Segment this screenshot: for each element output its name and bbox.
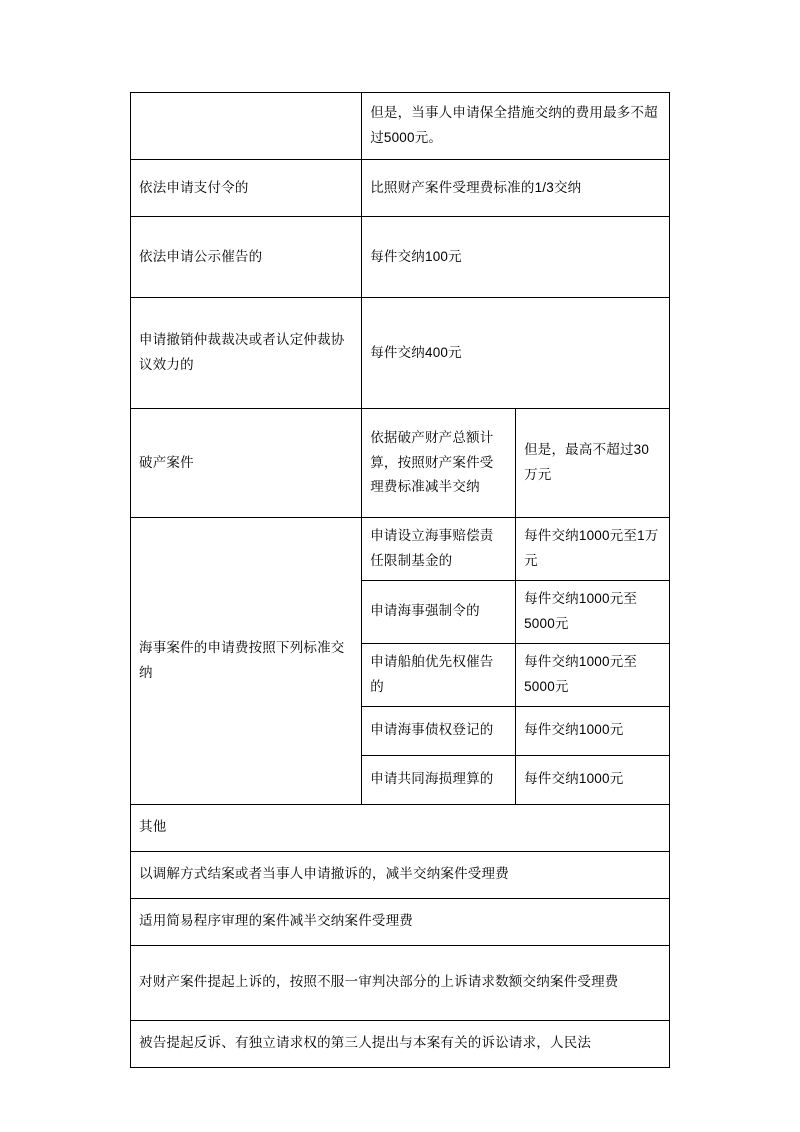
maritime-item-ship-priority: 申请船舶优先权催告的 [362, 643, 516, 706]
row-label-empty [131, 93, 362, 160]
table-row [131, 298, 670, 409]
row-content-pochan-cap: 但是，最高不超过30万元 [516, 409, 670, 518]
table-row [131, 93, 670, 160]
table-row [131, 945, 670, 1020]
row-label-zhifuling: 依法申请支付令的 [131, 160, 362, 217]
other-row-mediation: 以调解方式结案或者当事人申请撤诉的，减半交纳案件受理费 [131, 851, 670, 898]
other-section-header: 其他 [131, 804, 670, 851]
maritime-fee-general-average: 每件交纳1000元 [516, 755, 670, 804]
table-row [131, 160, 670, 217]
maritime-fee-claim-register: 每件交纳1000元 [516, 706, 670, 755]
table-row [131, 1020, 670, 1067]
row-content-zhifuling: 比照财产案件受理费标准的1/3交纳 [362, 160, 670, 217]
maritime-fee-compulsory-order: 每件交纳1000元至5000元 [516, 580, 670, 643]
fee-standard-table [130, 92, 670, 1068]
maritime-item-claim-register: 申请海事债权登记的 [362, 706, 516, 755]
row-label-pochan: 破产案件 [131, 409, 362, 518]
maritime-fee-ship-priority: 每件交纳1000元至5000元 [516, 643, 670, 706]
maritime-fee-limit-fund: 每件交纳1000元至1万元 [516, 518, 670, 581]
table-row [131, 851, 670, 898]
row-label-maritime: 海事案件的申请费按照下列标准交纳 [131, 518, 362, 805]
table-row [131, 409, 670, 518]
row-content-zhongcai: 每件交纳400元 [362, 298, 670, 409]
maritime-item-general-average: 申请共同海损理算的 [362, 755, 516, 804]
maritime-item-limit-fund: 申请设立海事赔偿责任限制基金的 [362, 518, 516, 581]
maritime-item-compulsory-order: 申请海事强制令的 [362, 580, 516, 643]
table-row [131, 804, 670, 851]
table-row [131, 898, 670, 945]
table-row [131, 217, 670, 298]
row-content-gongshicuigao: 每件交纳100元 [362, 217, 670, 298]
row-label-zhongcai: 申请撤销仲裁裁决或者认定仲裁协议效力的 [131, 298, 362, 409]
other-row-appeal: 对财产案件提起上诉的，按照不服一审判决部分的上诉请求数额交纳案件受理费 [131, 945, 670, 1020]
other-row-counterclaim: 被告提起反诉、有独立请求权的第三人提出与本案有关的诉讼请求，人民法 [131, 1020, 670, 1067]
table-row [131, 518, 670, 581]
row-label-gongshicuigao: 依法申请公示催告的 [131, 217, 362, 298]
row-content-baoquan: 但是，当事人申请保全措施交纳的费用最多不超过5000元。 [362, 93, 670, 160]
table-body [131, 93, 670, 1068]
other-row-simple-procedure: 适用简易程序审理的案件减半交纳案件受理费 [131, 898, 670, 945]
row-content-pochan-basis: 依据破产财产总额计算，按照财产案件受理费标准减半交纳 [362, 409, 516, 518]
